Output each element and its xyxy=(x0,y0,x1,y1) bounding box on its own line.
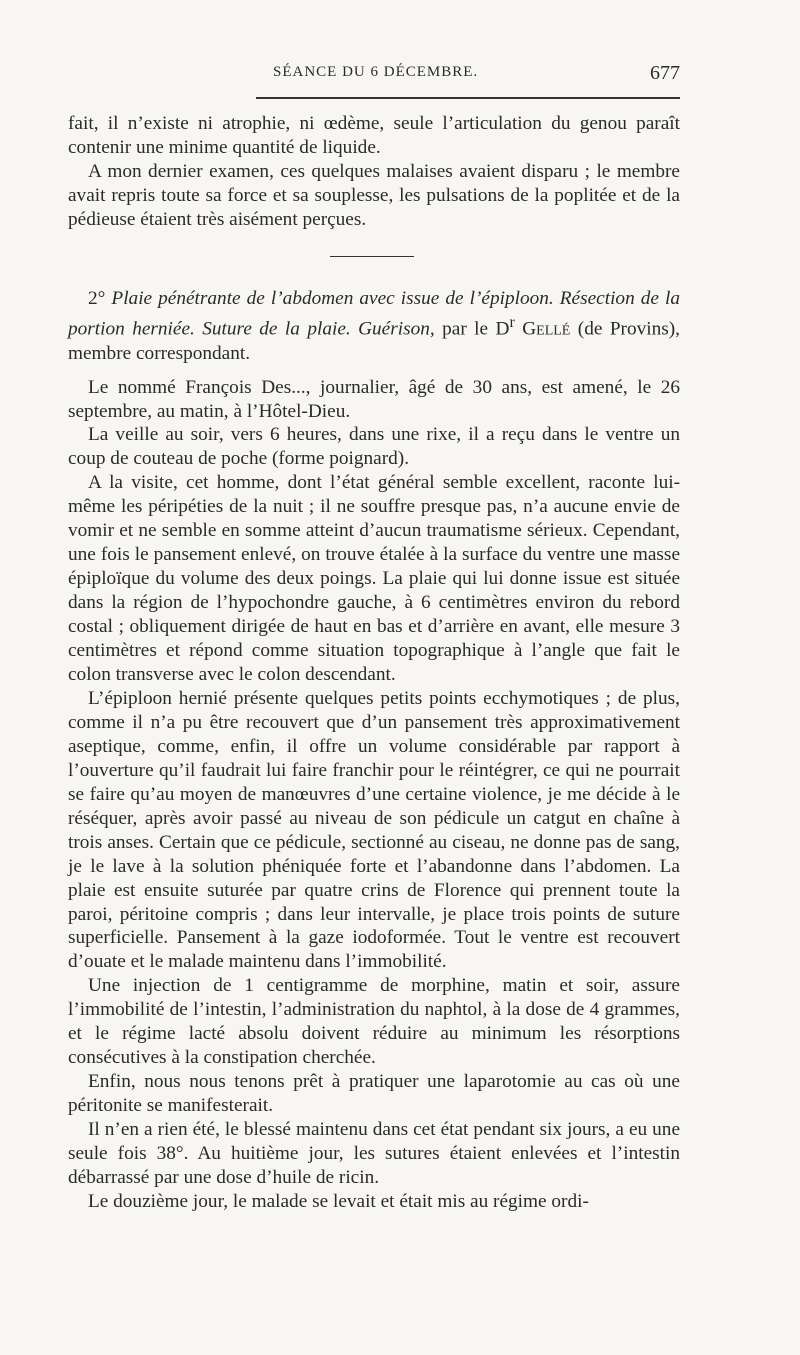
paragraph: A la visite, cet homme, dont l’état général semble excellent, raconte lui-même les péripéties de la nuit ; il ne souffre presque pas, n’a aucune envie de vomir et ne semble en somme atteint d’aucun traumatisme sérieux. Cependant, une fois le pansement enlevé, on trouve étalée à la surface du ventre une masse épiploïque du volume des deux poings. La plaie qui lui donne issue est située dans la région de l’hypochondre gauche, à 6 centimètres environ du rebord costal ; obliquement dirigée de haut en bas et d’arrière en avant, elle mesure 3 centimètres et répond comme situation topographique à l’angle que fait le colon transverse avec le colon descendant. xyxy=(68,472,680,685)
article-title xyxy=(68,287,680,365)
byline-sup: r xyxy=(509,314,515,332)
paragraph: La veille au soir, vers 6 heures, dans une rixe, il a reçu dans le ventre un coup de couteau de poche (forme poignard). xyxy=(68,424,680,470)
paragraph: L’épiploon hernié présente quelques petits points ecchymotiques ; de plus, comme il n’a pu être recouvert que d’un pansement très approximativement aseptique, comme, enfin, il offre un volume considérable par rapport à l’ouverture qu’il faudrait lui faire franchir pour le réintégrer, ce qui ne pourrait se faire qu’au moyen de manœuvres d’une certaine violence, je me décide à le réséquer, après avoir passé au niveau de son pédicule un catgut en chaîne à trois anses. Certain que ce pédicule, sectionné au ciseau, ne donne pas de sang, je le lave à la solution phéniquée forte et l’abandonne dans l’abdomen. La plaie est ensuite suturée par quatre crins de Florence qui prennent toute la paroi, péritoine compris ; dans leur intervalle, je place trois points de suture superficielle. Pansement à la gaze iodoformée. Tout le ventre est recouvert d’ouate et le malade maintenu dans l’immobilité. xyxy=(68,687,680,973)
byline-prefix: par le D xyxy=(442,318,510,340)
page-number: 677 xyxy=(650,62,680,84)
paragraph: A mon dernier examen, ces quelques malaises avaient disparu ; le membre avait repris toute sa force et sa souplesse, les pulsations de la poplitée et de la pédieuse étaient très aisément perçues. xyxy=(68,160,680,230)
header-rule xyxy=(256,97,680,99)
article-title-text: Plaie pénétrante de l’abdomen avec issue de l’épiploon. Résection de la portion herniée. Suture de la plaie. Guérison, xyxy=(68,288,680,340)
paragraph: Enfin, nous nous tenons prêt à pratiquer une laparotomie au cas où une péritonite se manifesterait. xyxy=(68,1071,680,1117)
body-text xyxy=(68,112,680,1214)
paragraph: Le douzième jour, le malade se levait et était mis au régime ordi- xyxy=(88,1190,589,1212)
section-separator xyxy=(330,256,414,258)
author-name: Gellé xyxy=(522,318,571,340)
paragraph: Il n’en a rien été, le blessé maintenu dans cet état pendant six jours, a eu une seule fois 38°. Au huitième jour, les sutures étaient enlevées et l’intestin débarrassé par une dose d’huile de ricin. xyxy=(68,1119,680,1188)
paragraph: Le nommé François Des..., journalier, âgé de 30 ans, est amené, le 26 septembre, au matin, à l’Hôtel-Dieu. xyxy=(68,376,680,422)
byline-suffix: (de Provins), membre correspondant. xyxy=(68,318,680,364)
paragraph: fait, il n’existe ni atrophie, ni œdème, seule l’articulation du genou paraît contenir une minime quantité de liquide. xyxy=(68,113,680,158)
page-header xyxy=(68,62,680,88)
article-number: 2° xyxy=(88,288,106,310)
paragraph: Une injection de 1 centigramme de morphine, matin et soir, assure l’immobilité de l’intestin, l’administration du naphtol, à la dose de 4 grammes, et le régime lacté absolu doivent réduire au minimum les résorptions consécutives à la constipation cherchée. xyxy=(68,975,680,1069)
running-head: SÉANCE DU 6 DÉCEMBRE. xyxy=(273,64,479,80)
